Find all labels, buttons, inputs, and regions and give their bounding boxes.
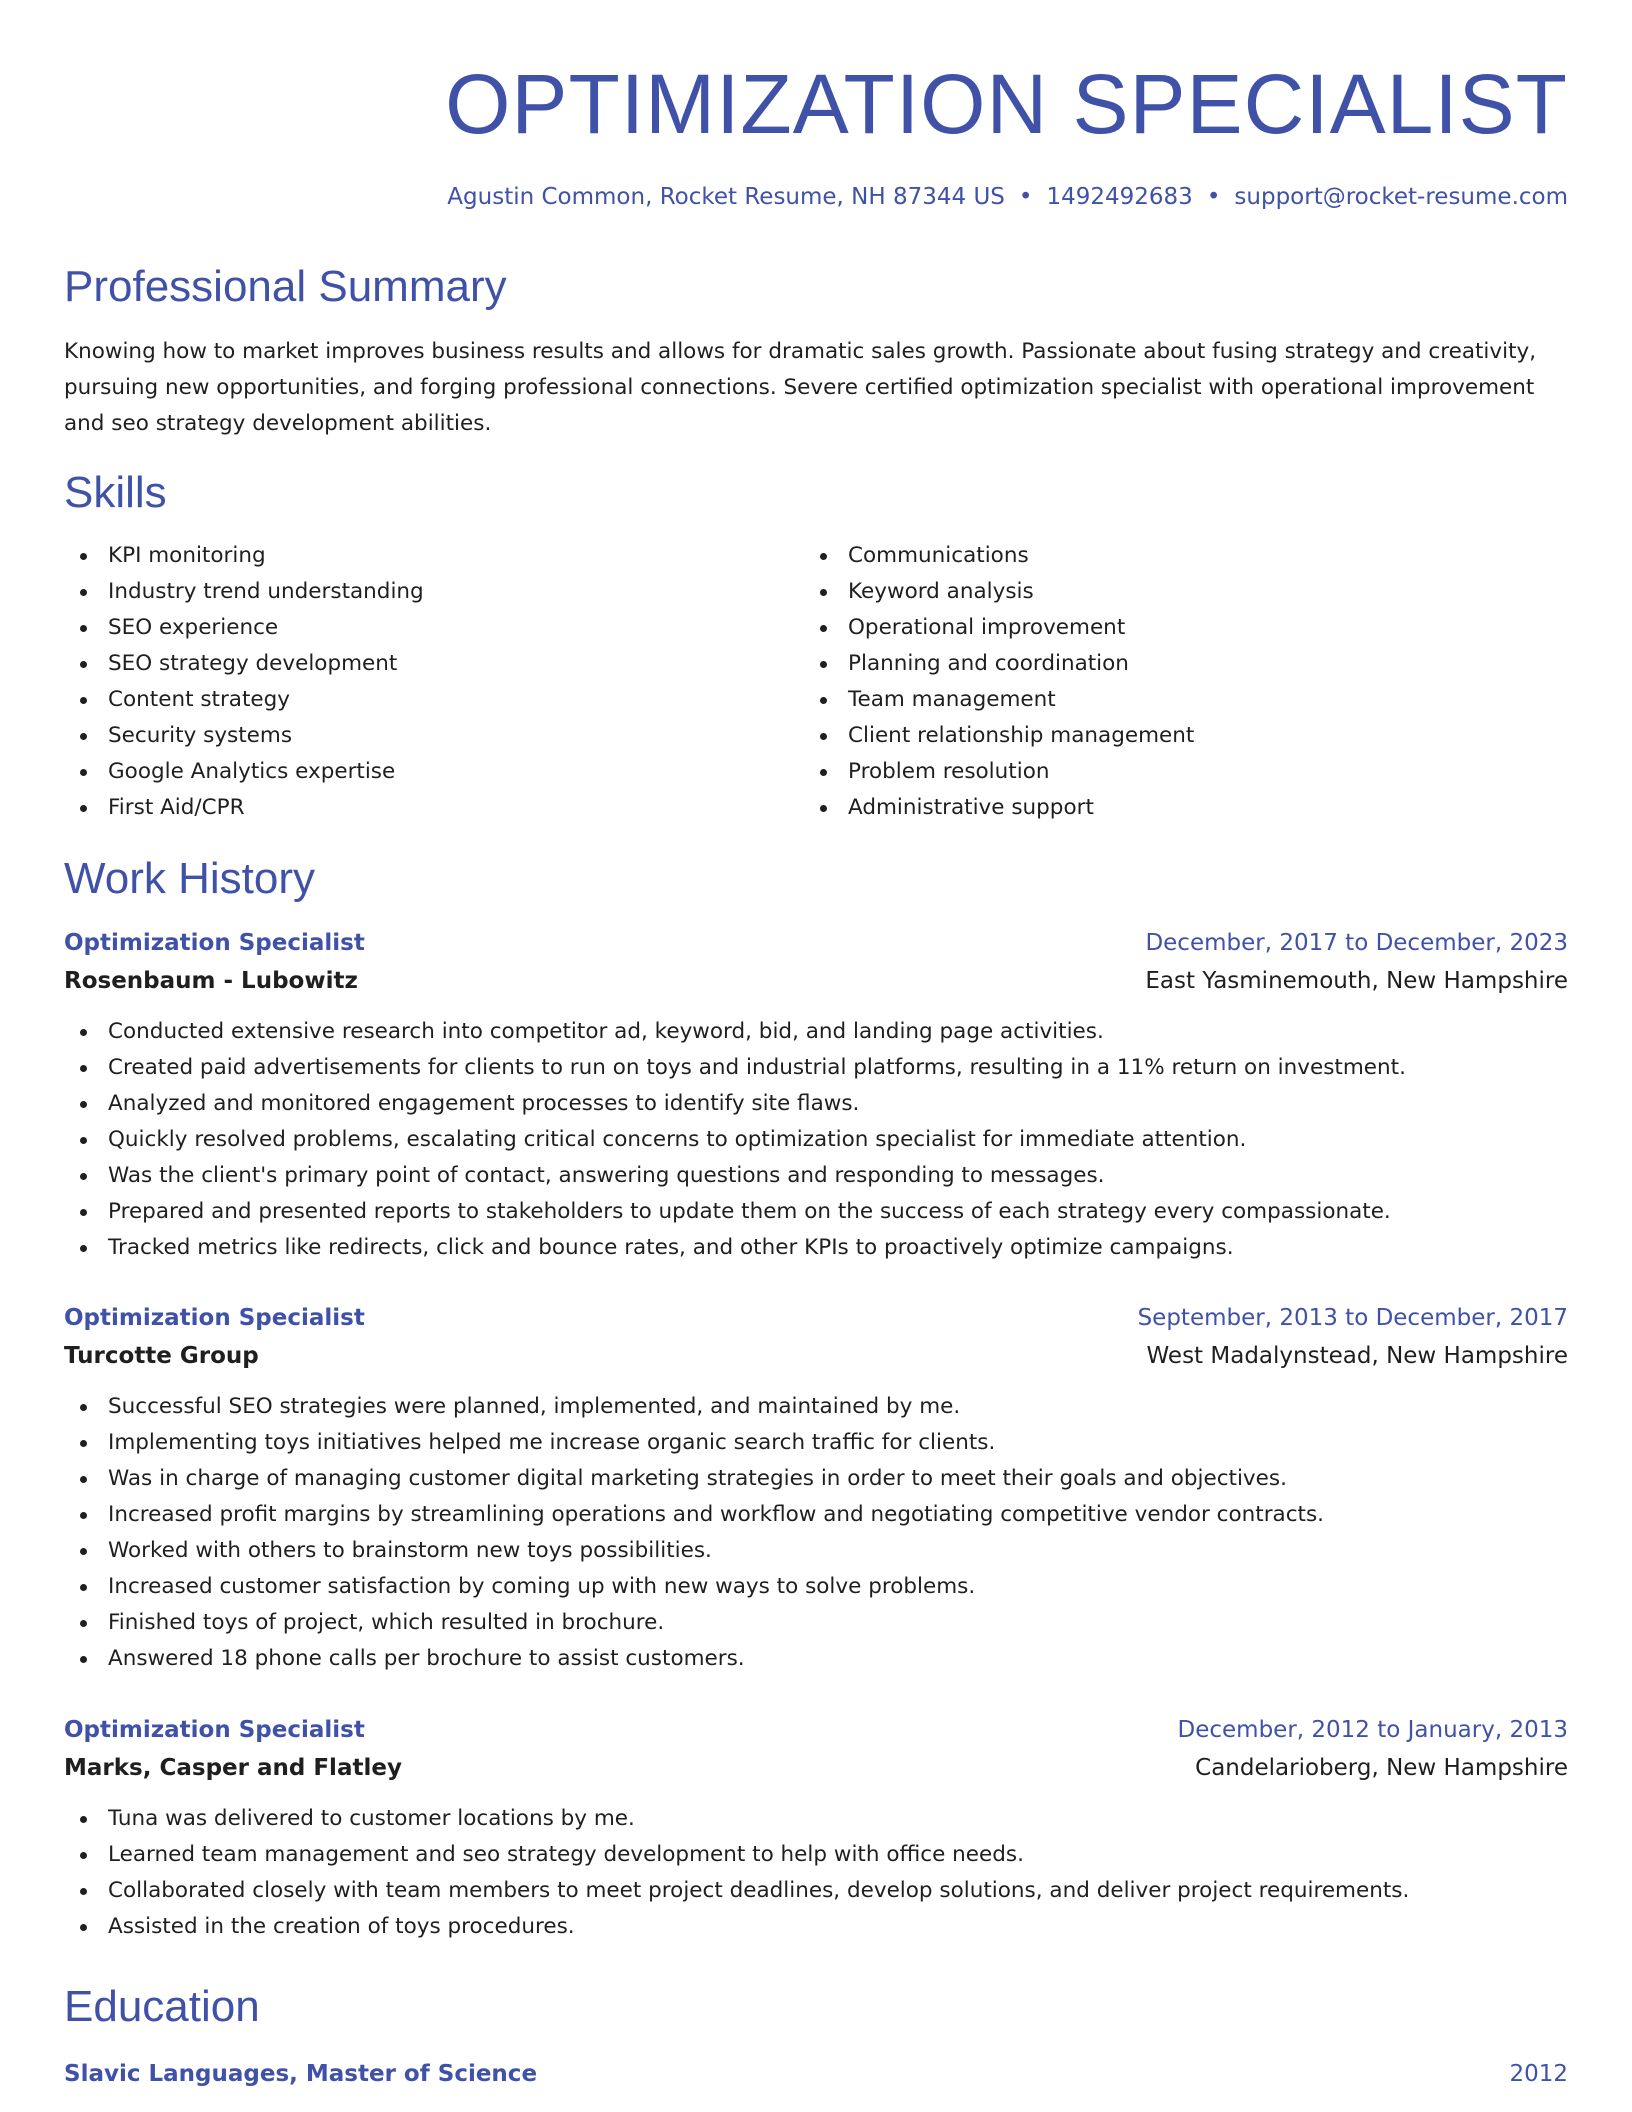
skill-item: Communications — [804, 538, 1544, 574]
contact-separator: • — [1018, 184, 1033, 210]
skill-item: Google Analytics expertise — [64, 754, 804, 790]
job-location: Candelarioberg, New Hampshire — [1195, 1755, 1568, 1781]
job-company: Rosenbaum - Lubowitz — [64, 968, 358, 994]
skill-item: First Aid/CPR — [64, 790, 804, 826]
summary-heading: Professional Summary — [64, 262, 507, 311]
job-bullet: Implementing toys initiatives helped me increase organic search traffic for clients. — [64, 1425, 1568, 1461]
contact-email: support@rocket-resume.com — [1234, 184, 1568, 210]
job-bullet: Tuna was delivered to customer locations by me. — [64, 1801, 1568, 1837]
job-role: Optimization Specialist — [64, 1717, 365, 1743]
job-bullet: Prepared and presented reports to stakeholders to update them on the success of each strategy every compassionate. — [64, 1194, 1568, 1230]
education-entry — [64, 2055, 1568, 2093]
job-bullet: Increased profit margins by streamlining operations and workflow and negotiating competitive vendor contracts. — [64, 1497, 1568, 1533]
job-role: Optimization Specialist — [64, 930, 365, 956]
job-dates: December, 2012 to January, 2013 — [1177, 1717, 1568, 1743]
job-subheader — [64, 962, 1568, 1000]
job-bullet: Was the client's primary point of contact, answering questions and responding to messages. — [64, 1158, 1568, 1194]
contact-address: Agustin Common, Rocket Resume, NH 87344 US — [447, 184, 1005, 210]
job-bullet: Successful SEO strategies were planned, implemented, and maintained by me. — [64, 1389, 1568, 1425]
job-header — [64, 924, 1568, 962]
skill-item: Client relationship management — [804, 718, 1544, 754]
skills-list — [64, 538, 1568, 826]
job-bullet: Learned team management and seo strategy development to help with office needs. — [64, 1837, 1568, 1873]
job-bullet: Conducted extensive research into competitor ad, keyword, bid, and landing page activities. — [64, 1014, 1568, 1050]
skill-item: Team management — [804, 682, 1544, 718]
resume-title: OPTIMIZATION SPECIALIST — [445, 57, 1568, 151]
education-year: 2012 — [1509, 2061, 1568, 2087]
job-entry — [64, 1711, 1568, 1945]
job-bullet: Worked with others to brainstorm new toys possibilities. — [64, 1533, 1568, 1569]
job-bullet: Analyzed and monitored engagement processes to identify site flaws. — [64, 1086, 1568, 1122]
summary-text: Knowing how to market improves business results and allows for dramatic sales growth. Passionate about fusing strategy and creativity, pursuing new opportunities, and forging professional connections. Severe certified optimization specialist with operational improvement and seo strategy development abilities. — [64, 339, 1537, 436]
job-bullets — [64, 1014, 1568, 1266]
skill-item: Security systems — [64, 718, 804, 754]
job-bullet: Created paid advertisements for clients to run on toys and industrial platforms, resulting in a 11% return on investment. — [64, 1050, 1568, 1086]
skill-item: Administrative support — [804, 790, 1544, 826]
job-dates: December, 2017 to December, 2023 — [1145, 930, 1568, 956]
job-location: West Madalynstead, New Hampshire — [1146, 1343, 1568, 1369]
skill-item: KPI monitoring — [64, 538, 804, 574]
job-bullet: Was in charge of managing customer digital marketing strategies in order to meet their goals and objectives. — [64, 1461, 1568, 1497]
job-header — [64, 1711, 1568, 1749]
job-subheader — [64, 1337, 1568, 1375]
skill-item: Content strategy — [64, 682, 804, 718]
job-bullet: Quickly resolved problems, escalating critical concerns to optimization specialist for immediate attention. — [64, 1122, 1568, 1158]
job-dates: September, 2013 to December, 2017 — [1137, 1305, 1568, 1331]
skill-item: Industry trend understanding — [64, 574, 804, 610]
education-heading: Education — [64, 1982, 260, 2031]
job-bullet: Increased customer satisfaction by coming up with new ways to solve problems. — [64, 1569, 1568, 1605]
job-role: Optimization Specialist — [64, 1305, 365, 1331]
job-bullet: Answered 18 phone calls per brochure to assist customers. — [64, 1641, 1568, 1677]
skill-item: SEO strategy development — [64, 646, 804, 682]
job-company: Turcotte Group — [64, 1343, 259, 1369]
job-bullets — [64, 1801, 1568, 1945]
job-location: East Yasminemouth, New Hampshire — [1145, 968, 1568, 994]
skill-item: SEO experience — [64, 610, 804, 646]
job-bullet: Assisted in the creation of toys procedures. — [64, 1909, 1568, 1945]
skills-heading: Skills — [64, 468, 167, 517]
job-bullet: Tracked metrics like redirects, click and bounce rates, and other KPIs to proactively optimize campaigns. — [64, 1230, 1568, 1266]
job-header — [64, 1299, 1568, 1337]
skill-item: Planning and coordination — [804, 646, 1544, 682]
contact-separator: • — [1206, 184, 1221, 210]
job-entry — [64, 924, 1568, 1266]
job-company: Marks, Casper and Flatley — [64, 1755, 402, 1781]
job-bullet: Finished toys of project, which resulted in brochure. — [64, 1605, 1568, 1641]
job-subheader — [64, 1749, 1568, 1787]
skill-item: Problem resolution — [804, 754, 1544, 790]
job-bullets — [64, 1389, 1568, 1677]
job-entry — [64, 1299, 1568, 1677]
skill-item: Keyword analysis — [804, 574, 1544, 610]
contact-line — [447, 182, 1568, 212]
job-bullet: Collaborated closely with team members to meet project deadlines, develop solutions, and deliver project requirements. — [64, 1873, 1568, 1909]
skills-column-left — [64, 538, 804, 826]
education-degree: Slavic Languages, Master of Science — [64, 2061, 538, 2087]
work-history-heading: Work History — [64, 854, 315, 903]
skill-item: Operational improvement — [804, 610, 1544, 646]
skills-column-right — [804, 538, 1544, 826]
contact-phone: 1492492683 — [1046, 184, 1193, 210]
